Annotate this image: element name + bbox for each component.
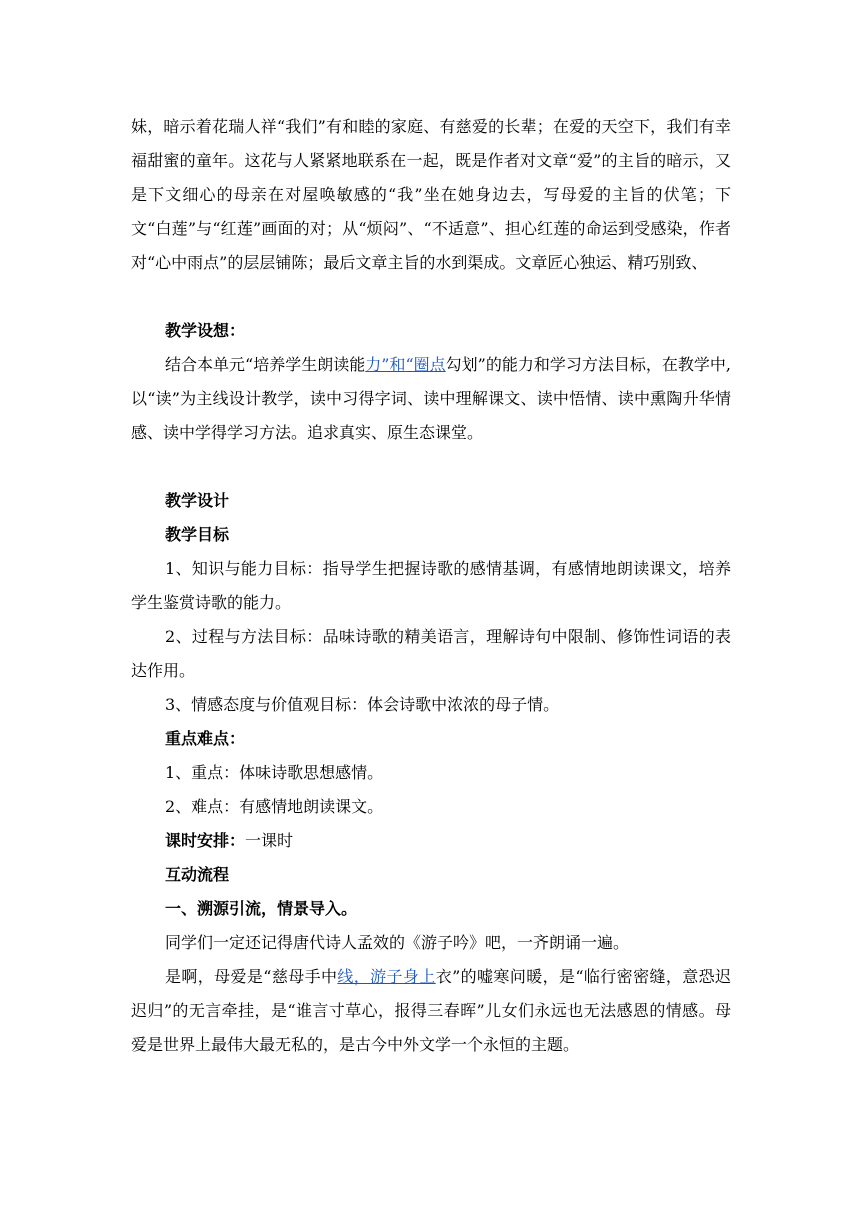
step1-text-before: 是啊，母爱是“慈母手中 — [165, 967, 338, 986]
key-point-item: 2、难点：有感情地朗读课文。 — [165, 797, 384, 816]
spacer — [131, 450, 731, 484]
goal-item: 3、情感态度与价值观目标：体会诗歌中浓浓的母子情。 — [165, 695, 560, 714]
concept-text-after: 勾划”的能力和学习方法目标，在教学中,以“读”为主线设计教学，读中习得字词、读中理解课文、读中悟情、读中熏陶升华情感、读中学得学习方法。追求真实、原生态课堂。 — [131, 355, 731, 442]
flow-heading: 互动流程 — [165, 865, 230, 884]
class-time — [131, 824, 731, 858]
goals-heading: 教学目标 — [165, 525, 230, 544]
class-time-label: 课时安排： — [165, 831, 246, 850]
key-point-item: 1、重点：体味诗歌思想感情。 — [165, 763, 384, 782]
spacer — [131, 280, 731, 314]
concept-heading: 教学设想： — [165, 321, 246, 340]
concept-paragraph — [131, 348, 731, 450]
key-points-heading: 重点难点： — [165, 729, 246, 748]
class-time-value: 一课时 — [245, 831, 294, 850]
step1-paragraph-1: 同学们一定还记得唐代诗人孟效的《游子吟》吧，一齐朗诵一遍。 — [165, 933, 630, 952]
goal-item: 1、知识与能力目标：指导学生把握诗歌的感情基调，有感情地朗读课文，培养学生鉴赏诗歌的能力。 — [131, 559, 731, 612]
step1-heading: 一、溯源引流，情景导入。 — [165, 899, 358, 918]
step1-text-after: 衣”的嘘寒问暖，是“临行密密缝，意恐迟迟归”的无言牵挂，是“谁言寸草心，报得三春晖”儿女们永远也无法感恩的情感。母爱是世界上最伟大最无私的，是古今中外文学一个永恒的主题。 — [131, 967, 731, 1054]
concept-text-before: 结合本单元“培养学生朗读能 — [165, 355, 366, 374]
step1-paragraph-2 — [131, 960, 731, 1062]
step1-link[interactable]: 线，游子身上 — [337, 967, 436, 986]
document-page — [131, 110, 731, 1062]
goal-item: 2、过程与方法目标：品味诗歌的精美语言，理解诗句中限制、修饰性词语的表达作用。 — [131, 627, 731, 680]
concept-link[interactable]: 力”和“圈点 — [365, 355, 446, 374]
design-heading: 教学设计 — [165, 491, 230, 510]
intro-paragraph: 妹，暗示着花瑞人祥“我们”有和睦的家庭、有慈爱的长辈；在爱的天空下，我们有幸福甜蜜的童年。这花与人紧紧地联系在一起，既是作者对文章“爱”的主旨的暗示，又是下文细心的母亲在对屋唤敏感的“我”坐在她身边去，写母爱的主旨的伏笔；下文“白莲”与“红莲”画面的对；从“烦闷”、“不适意”、担心红莲的命运到受感染，作者对“心中雨点”的层层铺陈；最后文章主旨的水到渠成。文章匠心独运、精巧别致、 — [131, 117, 731, 272]
